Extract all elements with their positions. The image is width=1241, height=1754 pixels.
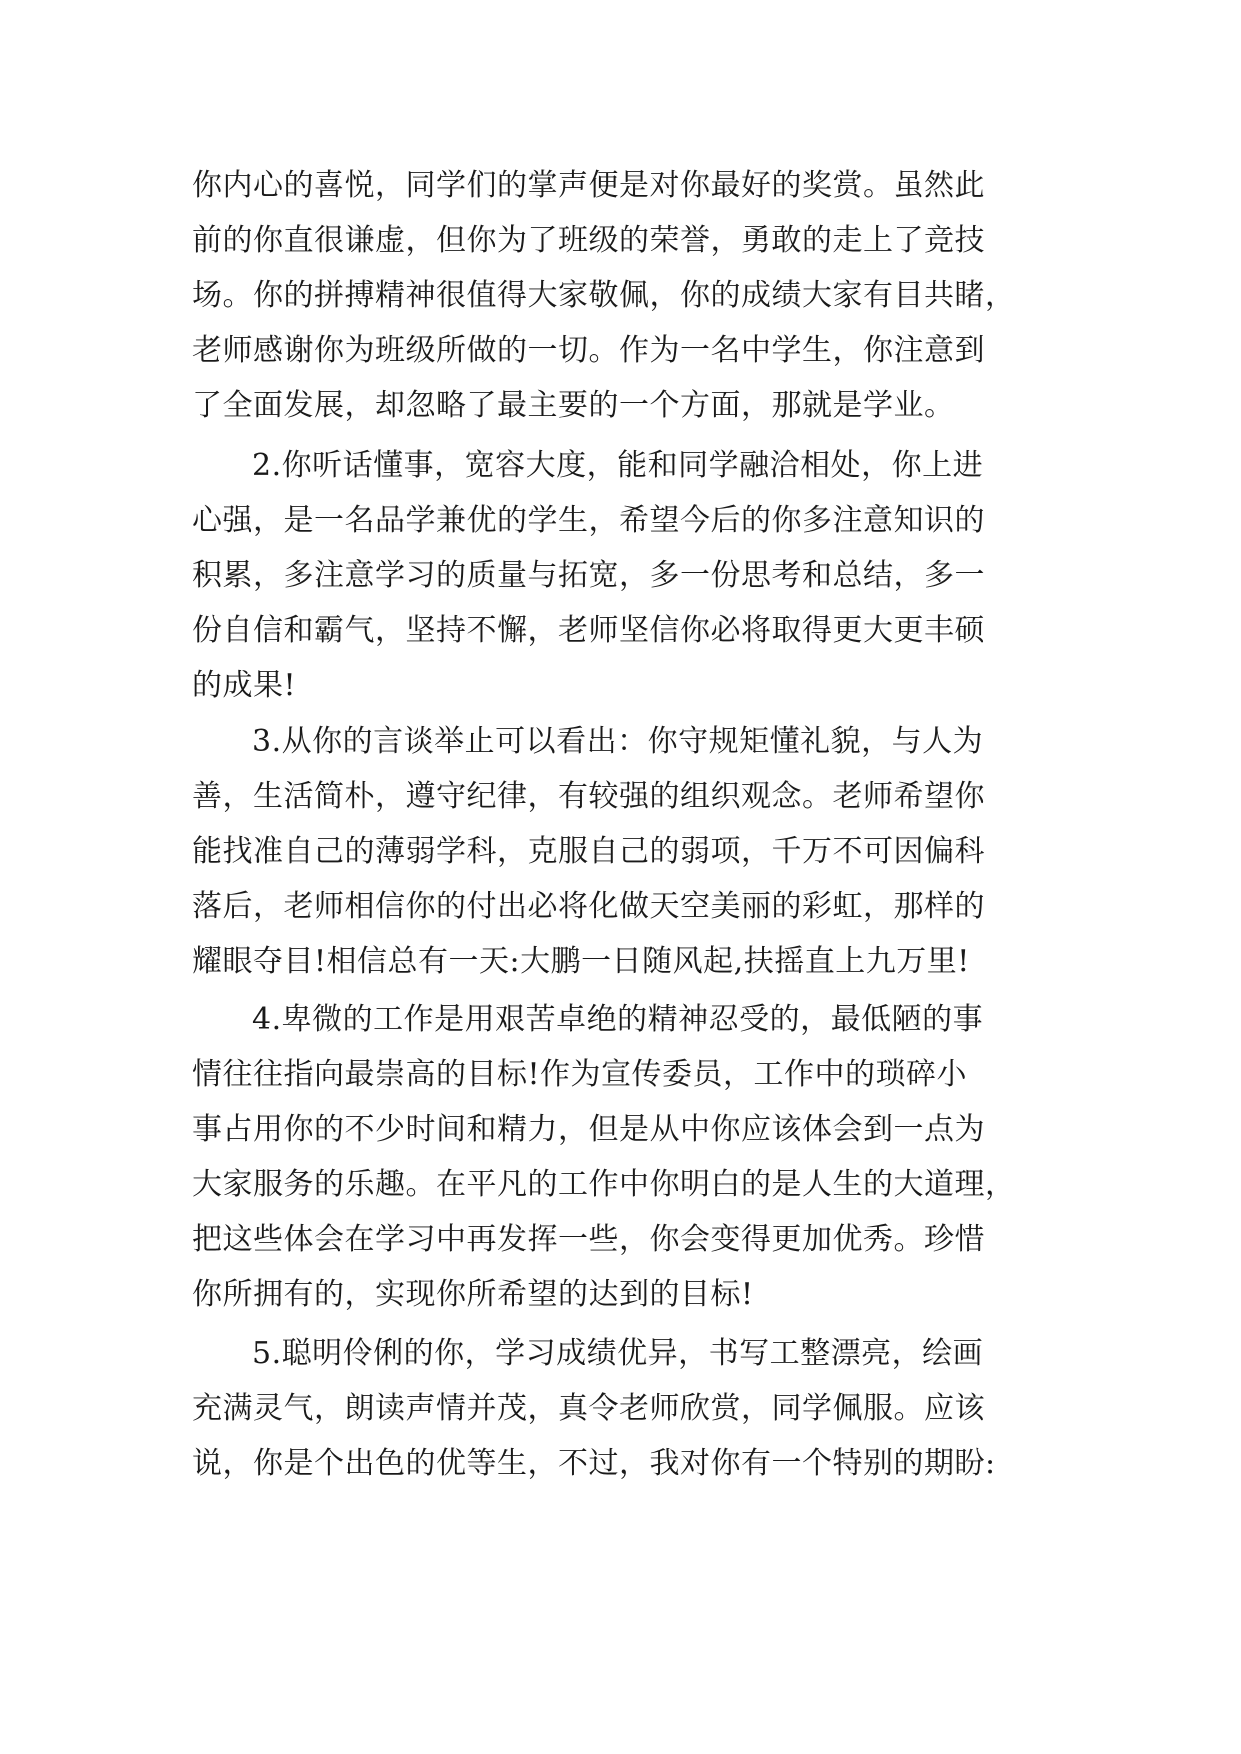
text-line: 把这些体会在学习中再发挥一些，你会变得更加优秀。珍惜 [192,1222,985,1257]
text-line: 老师感谢你为班级所做的一切。作为一名中学生，你注意到 [192,333,985,368]
text-line: 份自信和霸气，坚持不懈，老师坚信你必将取得更大更丰硕 [192,613,985,648]
text-line: 情往往指向最崇高的目标!作为宣传委员，工作中的琐碎小 [192,1057,968,1092]
text-line: 事占用你的不少时间和精力，但是从中你应该体会到一点为 [192,1112,985,1147]
text-line: 场。你的拼搏精神很值得大家敬佩，你的成绩大家有目共睹， [192,278,1016,313]
text-line: 了全面发展，却忽略了最主要的一个方面，那就是学业。 [192,388,955,423]
text-line: 你内心的喜悦，同学们的掌声便是对你最好的奖赏。虽然此 [192,168,985,203]
text-line: 积累，多注意学习的质量与拓宽，多一份思考和总结，多一 [192,558,985,593]
text-line: 落后，老师相信你的付出必将化做天空美丽的彩虹，那样的 [192,889,985,924]
text-line: 你所拥有的，实现你所希望的达到的目标! [192,1277,754,1312]
text-line: 的成果! [192,668,297,703]
text-line: 善，生活简朴，遵守纪律，有较强的组织观念。老师希望你 [192,779,985,814]
text-line: 充满灵气，朗读声情并茂，真令老师欣赏，同学佩服。应该 [192,1391,985,1426]
text-line: 耀眼夺目!相信总有一天:大鹏一日随风起,扶摇直上九万里! [192,944,970,979]
text-line: 4.卑微的工作是用艰苦卓绝的精神忍受的，最低陋的事 [252,1002,984,1037]
text-line: 大家服务的乐趣。在平凡的工作中你明白的是人生的大道理， [192,1167,1016,1202]
text-line: 5.聪明伶俐的你，学习成绩优异，书写工整漂亮，绘画 [252,1336,984,1371]
text-line: 能找准自己的薄弱学科，克服自己的弱项，千万不可因偏科 [192,834,985,869]
text-line: 前的你直很谦虚，但你为了班级的荣誉，勇敢的走上了竞技 [192,223,985,258]
text-line: 3.从你的言谈举止可以看出：你守规矩懂礼貌，与人为 [252,724,984,759]
text-line: 心强，是一名品学兼优的学生，希望今后的你多注意知识的 [192,503,985,538]
text-line: 2.你听话懂事，宽容大度，能和同学融洽相处，你上进 [252,448,984,483]
text-line: 说，你是个出色的优等生，不过，我对你有一个特别的期盼: [192,1446,996,1481]
